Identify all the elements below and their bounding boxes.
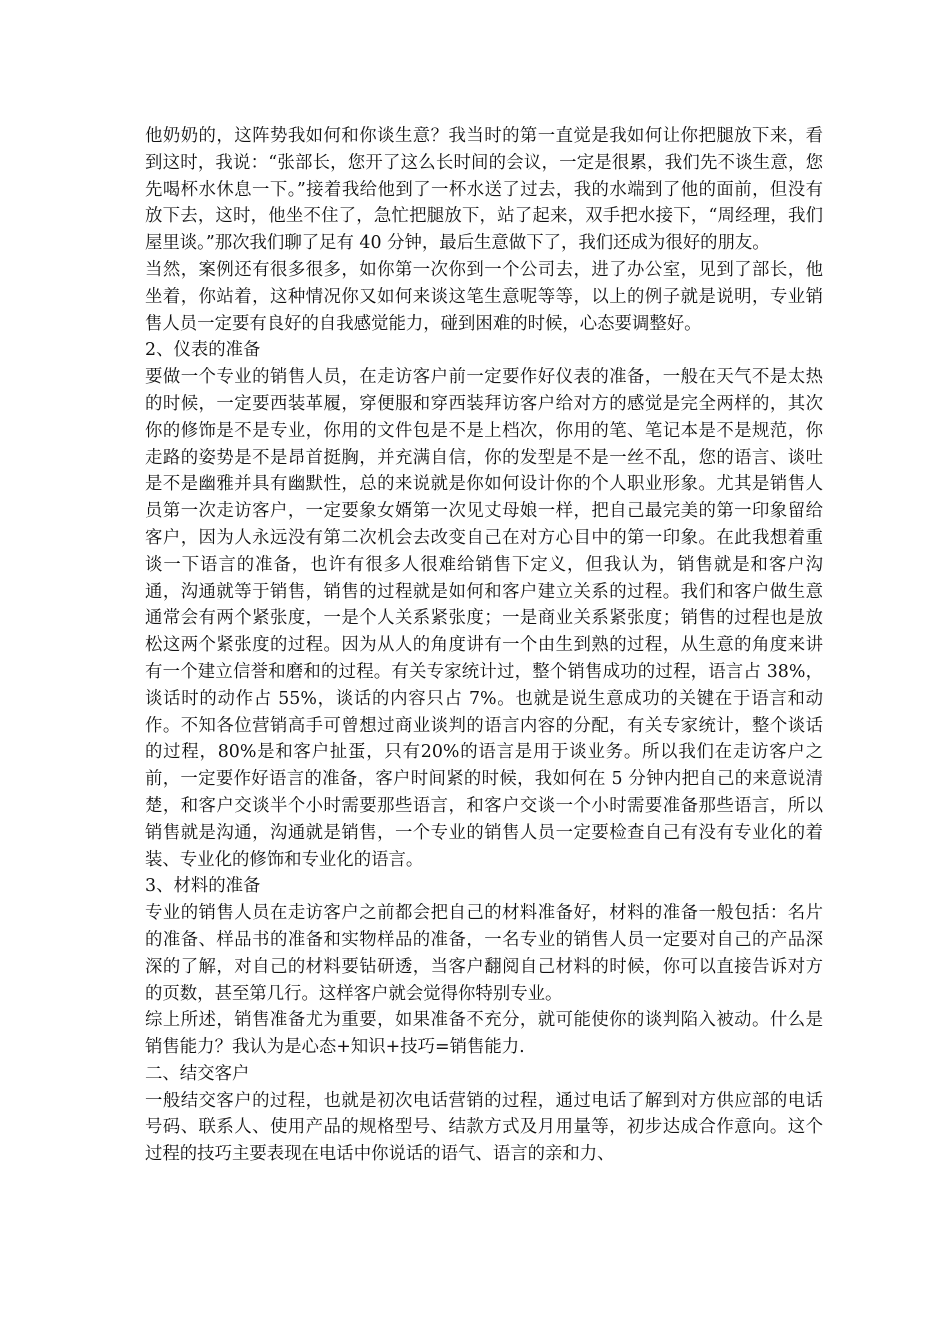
paragraph-story-ending: 他奶奶的，这阵势我如何和你谈生意？我当时的第一直觉是我如何让你把腿放下来，看到这时，我说：“张部长，您开了这么长时间的会议，一定是很累，我们先不谈生意，您先喝杯水休息一下。”接着我给他到了一杯水送了过去，我的水端到了他的面前，但没有放下去，这时，他坐不住了，急忙把腿放下，站了起来，双手把水接下，“周经理，我们屋里谈。”那次我们聊了足有 40 分钟，最后生意做下了，我们还成为很好的朋友。 [145,126,823,254]
paragraph-appearance-preparation: 要做一个专业的销售人员，在走访客户前一定要作好仪表的准备，一般在天气不是太热的时候，一定要西装革履，穿便服和穿西装拜访客户给对方的感觉是完全两样的，其次你的修饰是不是专业，你用的文件包是不是上档次，你用的笔、笔记本是不是规范，你走路的姿势是不是昂首挺胸，并充满自信，你的发型是不是一丝不乱，您的语言、谈吐是不是幽雅并具有幽默性，总的来说就是你如何设计你的个人职业形象。尤其是销售人员第一次走访客户，一定要象女婿第一次见丈母娘一样，把自己最完美的第一印象留给客户，因为人永远没有第二次机会去改变自己在对方心目中的第一印象。在此我想着重谈一下语言的准备，也许有很多人很难给销售下定义，但我认为，销售就是和客户沟通，沟通就等于销售，销售的过程就是如何和客户建立关系的过程。我们和客户做生意通常会有两个紧张度，一是个人关系紧张度；一是商业关系紧张度；销售的过程也是放松这两个紧张度的过程。因为从人的角度讲有一个由生到熟的过程，从生意的角度来讲有一个建立信誉和磨和的过程。有关专家统计过，整个销售成功的过程，语言占 38%，谈话时的动作占 55%，谈话的内容只占 7%。也就是说生意成功的关键在于语言和动作。不知各位营销高手可曾想过商业谈判的语言内容的分配，有关专家统计，整个谈话的过程，80%是和客户扯蛋，只有20%的语言是用于谈业务。所以我们在走访客户之前，一定要作好语言的准备，客户时间紧的时候，我如何在 5 分钟内把自己的来意说清楚，和客户交谈半个小时需要那些语言，和客户交谈一个小时需要准备那些语言，所以销售就是沟通，沟通就是销售，一个专业的销售人员一定要检查自己有没有专业化的着装、专业化的修饰和专业化的语言。 [145,367,823,870]
paragraph-materials-preparation: 专业的销售人员在走访客户之前都会把自己的材料准备好，材料的准备一般包括：名片的准备、样品书的准备和实物样品的准备，一名专业的销售人员一定要对自己的产品深深的了解，对自己的材料要钻研透，当客户翻阅自己材料的时候，你可以直接告诉对方的页数，甚至第几行。这样客户就会觉得你特别专业。 [145,903,823,1004]
section-heading-appearance-preparation: 2、仪表的准备 [145,340,261,361]
paragraph-meeting-customers: 一般结交客户的过程，也就是初次电话营销的过程，通过电话了解到对方供应部的电话号码、联系人、使用产品的规格型号、结款方式及月用量等，初步达成合作意向。这个过程的技巧主要表现在电话中你说话的语气、语言的亲和力、 [145,1090,823,1165]
paragraph-self-awareness: 当然，案例还有很多很多，如你第一次你到一个公司去，进了办公室，见到了部长，他坐着，你站着，这种情况你又如何来谈这笔生意呢等等，以上的例子就是说明，专业销售人员一定要有良好的自我感觉能力，碰到困难的时候，心态要调整好。 [145,259,823,334]
section-heading-materials-preparation: 3、材料的准备 [145,876,261,897]
paragraph-summary: 综上所述，销售准备尤为重要，如果准备不充分，就可能使你的谈判陷入被动。什么是销售能力？我认为是心态+知识+技巧=销售能力. [145,1010,823,1058]
document-body [145,123,823,1168]
section-heading-meeting-customers: 二、结交客户 [145,1063,250,1084]
